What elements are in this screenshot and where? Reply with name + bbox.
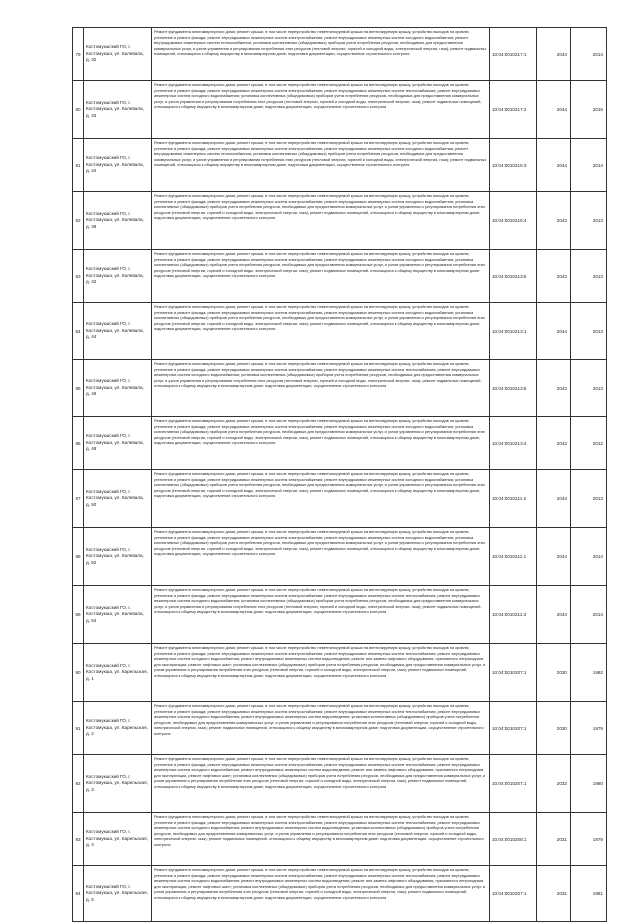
- address-cell: Костомукшский ГО, г. Костомукша, ул. Карельская, д. 2: [84, 702, 152, 755]
- table-row: [73, 360, 607, 417]
- row-number: 86: [73, 417, 84, 470]
- address-cell: Костомукшский ГО, г. Костомукша, ул. Калевала, д. 48: [84, 417, 152, 470]
- table-row: [73, 586, 607, 644]
- capital-repair-table: [72, 27, 607, 922]
- address-cell: Костомукшский ГО, г. Костомукша, ул. Калевала, д. 32: [84, 28, 152, 81]
- cadastral-number-cell: 10:04:0010217:1: [490, 28, 537, 81]
- works-description-cell: Ремонт фундамента многоквартирного дома; ремонт крыши, в том числе переустройство невентилируемой крыши на вентилируемую крышу, устройство выходов на кровлю; утепление и ремонт фасада; ремонт внутридомовых инженерных систем электроснабжения; ремонт внутридомовых инженерных систем холодного водоснабжения; установка коллективных (общедомовых) приборов учета потребления ресурсов, необходимых для предоставления коммунальных услуг, и узлов управления и регулирования потребления этих ресурсов (тепловой энергии, горячей и холодной воды, электрической энергии, газа); ремонт подвальных помещений, относящихся к общему имуществу в многоквартирном доме; подготовка документации, осуществление строительного контроля: [152, 528, 490, 586]
- table-row: [73, 755, 607, 813]
- planned-year-cell: 2044: [537, 81, 571, 139]
- table-row: [73, 192, 607, 250]
- last-repair-year-cell: 2014: [571, 139, 607, 192]
- planned-year-cell: 2032: [537, 755, 571, 813]
- table-row: [73, 644, 607, 702]
- works-description-cell: Ремонт фундамента многоквартирного дома; ремонт крыши, в том числе переустройство невентилируемой крыши на вентилируемую крышу, устройство выходов на кровлю; утепление и ремонт фасада; ремонт внутридомовых инженерных систем электроснабжения; ремонт внутридомовых инженерных систем холодного водоснабжения; ремонт внутридомовых инженерных систем теплоснабжения; установка коллективных (общедомовых) приборов учета потребления ресурсов, необходимых для предоставления коммунальных услуг, и узлов управления и регулирования потребления этих ресурсов (тепловой энергии, горячей и холодной воды, электрической энергии, газа); ремонт подвальных помещений, относящихся к общему имуществу в многоквартирном доме; подготовка документации, осуществление строительного контроля: [152, 139, 490, 192]
- planned-year-cell: 2044: [537, 28, 571, 81]
- address-cell: Костомукшский ГО, г. Костомукша, ул. Калевала, д. 50: [84, 470, 152, 528]
- cadastral-number-cell: 10:04:0010215:3: [490, 139, 537, 192]
- address-cell: Костомукшский ГО, г. Костомукша, ул. Калевала, д. 46: [84, 360, 152, 417]
- works-description-cell: Ремонт фундамента многоквартирного дома; ремонт крыши, в том числе переустройство невентилируемой крыши на вентилируемую крышу, устройство выходов на кровлю; утепление и ремонт фасада; ремонт внутридомовых инженерных систем электроснабжения; ремонт внутридомовых инженерных систем теплоснабжения; ремонт внутридомовых инженерных систем холодного водоснабжения; ремонт внутридомовых инженерных систем водоотведения; установка коллективных (общедомовых) приборов учета потребления ресурсов, необходимых для предоставления коммунальных услуг, и узлов управления и регулирования потребления этих ресурсов (тепловой энергии, горячей и холодной воды, электрической энергии, газа); ремонт подвальных помещений, относящихся к общему имуществу в многоквартирном доме; подготовка документации, осуществление строительного контроля: [152, 702, 490, 755]
- row-number: 82: [73, 192, 84, 250]
- row-number: 83: [73, 250, 84, 303]
- planned-year-cell: 2044: [537, 470, 571, 528]
- cadastral-number-cell: 10:04:0010213:4: [490, 417, 537, 470]
- last-repair-year-cell: 2013: [571, 470, 607, 528]
- table-row: [73, 528, 607, 586]
- table-row: [73, 81, 607, 139]
- planned-year-cell: 2044: [537, 303, 571, 360]
- works-description-cell: Ремонт фундамента многоквартирного дома; ремонт крыши, в том числе переустройство невентилируемой крыши на вентилируемую крышу, устройство выходов на кровлю; утепление и ремонт фасада; ремонт внутридомовых инженерных систем электроснабжения; ремонт внутридомовых инженерных систем холодного водоснабжения; установка коллективных (общедомовых) приборов учета потребления ресурсов, необходимых для предоставления коммунальных услуг, и узлов управления и регулирования потребления этих ресурсов (тепловой энергии, горячей и холодной воды, электрической энергии, газа); ремонт подвальных помещений, относящихся к общему имуществу в многоквартирном доме; подготовка документации, осуществление строительного контроля: [152, 470, 490, 528]
- last-repair-year-cell: 2014: [571, 586, 607, 644]
- row-number: 89: [73, 586, 84, 644]
- address-cell: Костомукшский ГО, г. Костомукша, ул. Калевала, д. 54: [84, 586, 152, 644]
- cadastral-number-cell: 10:04:0010211:1: [490, 528, 537, 586]
- address-cell: Костомукшский ГО, г. Костомукша, ул. Калевала, д. 38: [84, 192, 152, 250]
- cadastral-number-cell: 10:04:0010211:2: [490, 470, 537, 528]
- address-cell: Костомукшский ГО, г. Костомукша, ул. Карельская, д. 3: [84, 755, 152, 813]
- last-repair-year-cell: 1982: [571, 644, 607, 702]
- planned-year-cell: 2043: [537, 417, 571, 470]
- row-number: 84: [73, 303, 84, 360]
- last-repair-year-cell: 2012: [571, 417, 607, 470]
- planned-year-cell: 2043: [537, 360, 571, 417]
- last-repair-year-cell: 1979: [571, 813, 607, 866]
- cadastral-number-cell: 10:04:0010215:4: [490, 192, 537, 250]
- row-number: 92: [73, 755, 84, 813]
- table-row: [73, 417, 607, 470]
- table-row: [73, 813, 607, 866]
- row-number: 81: [73, 139, 84, 192]
- works-description-cell: Ремонт фундамента многоквартирного дома; ремонт крыши, в том числе переустройство невентилируемой крыши на вентилируемую крышу, устройство выходов на кровлю; утепление и ремонт фасада; ремонт внутридомовых инженерных систем электроснабжения; ремонт внутридомовых инженерных систем холодного водоснабжения; установка коллективных (общедомовых) приборов учета потребления ресурсов, необходимых для предоставления коммунальных услуг, и узлов управления и регулирования потребления этих ресурсов (тепловой энергии, горячей и холодной воды, электрической энергии, газа); ремонт подвальных помещений, относящихся к общему имуществу в многоквартирном доме; подготовка документации, осуществление строительного контроля: [152, 417, 490, 470]
- works-description-cell: Ремонт фундамента многоквартирного дома; ремонт крыши, в том числе переустройство невентилируемой крыши на вентилируемую крышу, устройство выходов на кровлю; утепление и ремонт фасада; ремонт внутридомовых инженерных систем электроснабжения; ремонт внутридомовых инженерных систем теплоснабжения; ремонт внутридомовых инженерных систем холодного водоснабжения; установка коллективных (общедомовых) приборов учета потребления ресурсов, необходимых для предоставления коммунальных услуг, и узлов управления и регулирования потребления этих ресурсов (тепловой энергии, горячей и холодной воды, электрической энергии, газа); ремонт подвальных помещений, относящихся к общему имуществу в многоквартирном доме; подготовка документации, осуществление строительного контроля: [152, 360, 490, 417]
- address-cell: Костомукшский ГО, г. Костомукша, ул. Карельская, д. 4: [84, 813, 152, 866]
- last-repair-year-cell: 2014: [571, 28, 607, 81]
- cadastral-number-cell: 10:04:0010208:1: [490, 813, 537, 866]
- works-description-cell: Ремонт фундамента многоквартирного дома; ремонт крыши, в том числе переустройство невентилируемой крыши на вентилируемую крышу, устройство выходов на кровлю; утепление и ремонт фасада; ремонт внутридомовых инженерных систем электроснабжения; ремонт внутридомовых инженерных систем холодного водоснабжения; установка коллективных (общедомовых) приборов учета потребления ресурсов, необходимых для предоставления коммунальных услуг, и узлов управления и регулирования потребления этих ресурсов (тепловой энергии, горячей и холодной воды, электрической энергии, газа); ремонт подвальных помещений, относящихся к общему имуществу в многоквартирном доме; подготовка документации, осуществление строительного контроля: [152, 303, 490, 360]
- row-number: 87: [73, 470, 84, 528]
- last-repair-year-cell: 2014: [571, 528, 607, 586]
- row-number: 88: [73, 528, 84, 586]
- last-repair-year-cell: 2013: [571, 250, 607, 303]
- cadastral-number-cell: 10:04:0010213:6: [490, 360, 537, 417]
- table-row: [73, 470, 607, 528]
- works-description-cell: Ремонт фундамента многоквартирного дома; ремонт крыши, в том числе переустройство невентилируемой крыши на вентилируемую крышу, устройство выходов на кровлю; утепление и ремонт фасада; ремонт внутридомовых инженерных систем электроснабжения; ремонт внутридомовых инженерных систем теплоснабжения; ремонт внутридомовых инженерных систем холодного водоснабжения; установка коллективных (общедомовых) приборов учета потребления ресурсов, необходимых для предоставления коммунальных услуг, и узлов управления и регулирования потребления этих ресурсов (тепловой энергии, горячей и холодной воды, электрической энергии, газа); ремонт подвальных помещений, относящихся к общему имуществу в многоквартирном доме; подготовка документации, осуществление строительного контроля: [152, 81, 490, 139]
- cadastral-number-cell: 10:04:0010213:5: [490, 250, 537, 303]
- works-description-cell: Ремонт фундамента многоквартирного дома; ремонт крыши, в том числе переустройство невентилируемой крыши на вентилируемую крышу, устройство выходов на кровлю; утепление и ремонт фасада; ремонт внутридомовых инженерных систем электроснабжения; ремонт внутридомовых инженерных систем холодного водоснабжения; установка коллективных (общедомовых) приборов учета потребления ресурсов, необходимых для предоставления коммунальных услуг, и узлов управления и регулирования потребления этих ресурсов (тепловой энергии, горячей и холодной воды, электрической энергии, газа); ремонт подвальных помещений, относящихся к общему имуществу в многоквартирном доме; подготовка документации, осуществление строительного контроля: [152, 250, 490, 303]
- address-cell: Костомукшский ГО, г. Костомукша, ул. Карельская, д. 1: [84, 644, 152, 702]
- works-description-cell: Ремонт фундамента многоквартирного дома; ремонт крыши, в том числе переустройство невентилируемой крыши на вентилируемую крышу, устройство выходов на кровлю; утепление и ремонт фасада; ремонт внутридомовых инженерных систем электроснабжения; ремонт внутридомовых инженерных систем теплоснабжения; ремонт внутридомовых инженерных систем холодного водоснабжения; ремонт внутридомовых инженерных систем водоотведения; ремонт или замена лифтового оборудования, признанного непригодным для эксплуатации, ремонт лифтовых шахт; установка коллективных (общедомовых) приборов учета потребления ресурсов, необходимых для предоставления коммунальных услуг, и узлов управления и регулирования потребления этих ресурсов (тепловой энергии, горячей и холодной воды, электрической энергии, газа); ремонт подвальных помещений, относящихся к общему имуществу в многоквартирном доме; подготовка документации, осуществление строительного контроля: [152, 644, 490, 702]
- planned-year-cell: 2044: [537, 528, 571, 586]
- table-row: [73, 250, 607, 303]
- cadastral-number-cell: 10:04:0010213:1: [490, 303, 537, 360]
- planned-year-cell: 2043: [537, 192, 571, 250]
- row-number: 94: [73, 866, 84, 922]
- address-cell: Костомукшский ГО, г. Костомукша, ул. Калевала, д. 44: [84, 303, 152, 360]
- address-cell: Костомукшский ГО, г. Костомукша, ул. Калевала, д. 42: [84, 250, 152, 303]
- address-cell: Костомукшский ГО, г. Костомукша, ул. Калевала, д. 52: [84, 528, 152, 586]
- row-number: 90: [73, 644, 84, 702]
- row-number: 85: [73, 360, 84, 417]
- table-row: [73, 303, 607, 360]
- table-body: [73, 28, 607, 922]
- last-repair-year-cell: 1979: [571, 702, 607, 755]
- planned-year-cell: 2030: [537, 702, 571, 755]
- planned-year-cell: 2030: [537, 644, 571, 702]
- cadastral-number-cell: 10:04:0010217:2: [490, 81, 537, 139]
- works-description-cell: Ремонт фундамента многоквартирного дома; ремонт крыши, в том числе переустройство невентилируемой крыши на вентилируемую крышу, устройство выходов на кровлю; утепление и ремонт фасада; ремонт внутридомовых инженерных систем электроснабжения; ремонт внутридомовых инженерных систем холодного водоснабжения; ремонт внутридомовых инженерных систем теплоснабжения; установка коллективных (общедомовых) приборов учета потребления ресурсов, необходимых для предоставления коммунальных услуг, и узлов управления и регулирования потребления этих ресурсов (тепловой энергии, горячей и холодной воды, электрической энергии, газа); ремонт подвальных помещений, относящихся к общему имуществу в многоквартирном доме; подготовка документации, осуществление строительного контроля: [152, 28, 490, 81]
- table-row: [73, 702, 607, 755]
- row-number: 91: [73, 702, 84, 755]
- works-description-cell: Ремонт фундамента многоквартирного дома; ремонт крыши, в том числе переустройство невентилируемой крыши на вентилируемую крышу, устройство выходов на кровлю; утепление и ремонт фасада; ремонт внутридомовых инженерных систем электроснабжения; ремонт внутридомовых инженерных систем теплоснабжения; ремонт внутридомовых инженерных систем холодного водоснабжения; ремонт внутридомовых инженерных систем водоотведения; установка коллективных (общедомовых) приборов учета потребления ресурсов, необходимых для предоставления коммунальных услуг, и узлов управления и регулирования потребления этих ресурсов (тепловой энергии, горячей и холодной воды, электрической энергии, газа); ремонт подвальных помещений, относящихся к общему имуществу в многоквартирном доме; подготовка документации, осуществление строительного контроля: [152, 813, 490, 866]
- cadastral-number-cell: 10:04:0010211:3: [490, 586, 537, 644]
- last-repair-year-cell: 1981: [571, 866, 607, 922]
- table-row: [73, 139, 607, 192]
- row-number: 79: [73, 28, 84, 81]
- planned-year-cell: 2043: [537, 250, 571, 303]
- cadastral-number-cell: 10:04:0010207:1: [490, 702, 537, 755]
- works-description-cell: Ремонт фундамента многоквартирного дома; ремонт крыши, в том числе переустройство невентилируемой крыши на вентилируемую крышу, устройство выходов на кровлю; утепление и ремонт фасада; ремонт внутридомовых инженерных систем электроснабжения; ремонт внутридомовых инженерных систем холодного водоснабжения; установка коллективных (общедомовых) приборов учета потребления ресурсов, необходимых для предоставления коммунальных услуг, и узлов управления и регулирования потребления этих ресурсов (тепловой энергии, горячей и холодной воды, электрической энергии, газа); ремонт подвальных помещений, относящихся к общему имуществу в многоквартирном доме; подготовка документации, осуществление строительного контроля: [152, 192, 490, 250]
- last-repair-year-cell: 2013: [571, 360, 607, 417]
- cadastral-number-cell: 10:04:0010207:1: [490, 866, 537, 922]
- works-description-cell: Ремонт фундамента многоквартирного дома; ремонт крыши, в том числе переустройство невентилируемой крыши на вентилируемую крышу, устройство выходов на кровлю; утепление и ремонт фасада; ремонт внутридомовых инженерных систем электроснабжения; ремонт внутридомовых инженерных систем теплоснабжения; ремонт внутридомовых инженерных систем холодного водоснабжения; установка коллективных (общедомовых) приборов учета потребления ресурсов, необходимых для предоставления коммунальных услуг, и узлов управления и регулирования потребления этих ресурсов (тепловой энергии, горячей и холодной воды, электрической энергии, газа); ремонт подвальных помещений, относящихся к общему имуществу в многоквартирном доме; подготовка документации, осуществление строительного контроля: [152, 586, 490, 644]
- table-row: [73, 28, 607, 81]
- row-number: 80: [73, 81, 84, 139]
- last-repair-year-cell: 2015: [571, 81, 607, 139]
- cadastral-number-cell: 10:04:0010207:1: [490, 755, 537, 813]
- works-description-cell: Ремонт фундамента многоквартирного дома; ремонт крыши, в том числе переустройство невентилируемой крыши на вентилируемую крышу, устройство выходов на кровлю; утепление и ремонт фасада; ремонт внутридомовых инженерных систем электроснабжения; ремонт внутридомовых инженерных систем теплоснабжения; ремонт внутридомовых инженерных систем холодного водоснабжения; ремонт внутридомовых инженерных систем водоотведения; ремонт или замена лифтового оборудования, признанного непригодным для эксплуатации, ремонт лифтовых шахт; установка коллективных (общедомовых) приборов учета потребления ресурсов, необходимых для предоставления коммунальных услуг, и узлов управления и регулирования потребления этих ресурсов (тепловой энергии, горячей и холодной воды, электрической энергии, газа); ремонт подвальных помещений, относящихся к общему имуществу в многоквартирном доме; подготовка документации, осуществление строительного контроля: [152, 866, 490, 922]
- row-number: 93: [73, 813, 84, 866]
- planned-year-cell: 2044: [537, 586, 571, 644]
- address-cell: Костомукшский ГО, г. Костомукша, ул. Карельская, д. 5: [84, 866, 152, 922]
- cadastral-number-cell: 10:04:0010207:1: [490, 644, 537, 702]
- last-repair-year-cell: 1980: [571, 755, 607, 813]
- planned-year-cell: 2044: [537, 139, 571, 192]
- last-repair-year-cell: 2013: [571, 303, 607, 360]
- planned-year-cell: 2031: [537, 813, 571, 866]
- address-cell: Костомукшский ГО, г. Костомукша, ул. Калевала, д. 33: [84, 81, 152, 139]
- address-cell: Костомукшский ГО, г. Костомукша, ул. Калевала, д. 34: [84, 139, 152, 192]
- last-repair-year-cell: 2013: [571, 192, 607, 250]
- works-description-cell: Ремонт фундамента многоквартирного дома; ремонт крыши, в том числе переустройство невентилируемой крыши на вентилируемую крышу, устройство выходов на кровлю; утепление и ремонт фасада; ремонт внутридомовых инженерных систем электроснабжения; ремонт внутридомовых инженерных систем теплоснабжения; ремонт внутридомовых инженерных систем холодного водоснабжения; ремонт внутридомовых инженерных систем водоотведения; ремонт или замена лифтового оборудования, признанного непригодным для эксплуатации, ремонт лифтовых шахт; установка коллективных (общедомовых) приборов учета потребления ресурсов, необходимых для предоставления коммунальных услуг, и узлов управления и регулирования потребления этих ресурсов (тепловой энергии, горячей и холодной воды, электрической энергии, газа); ремонт подвальных помещений, относящихся к общему имуществу в многоквартирном доме; подготовка документации, осуществление строительного контроля: [152, 755, 490, 813]
- table-row: [73, 866, 607, 922]
- planned-year-cell: 2031: [537, 866, 571, 922]
